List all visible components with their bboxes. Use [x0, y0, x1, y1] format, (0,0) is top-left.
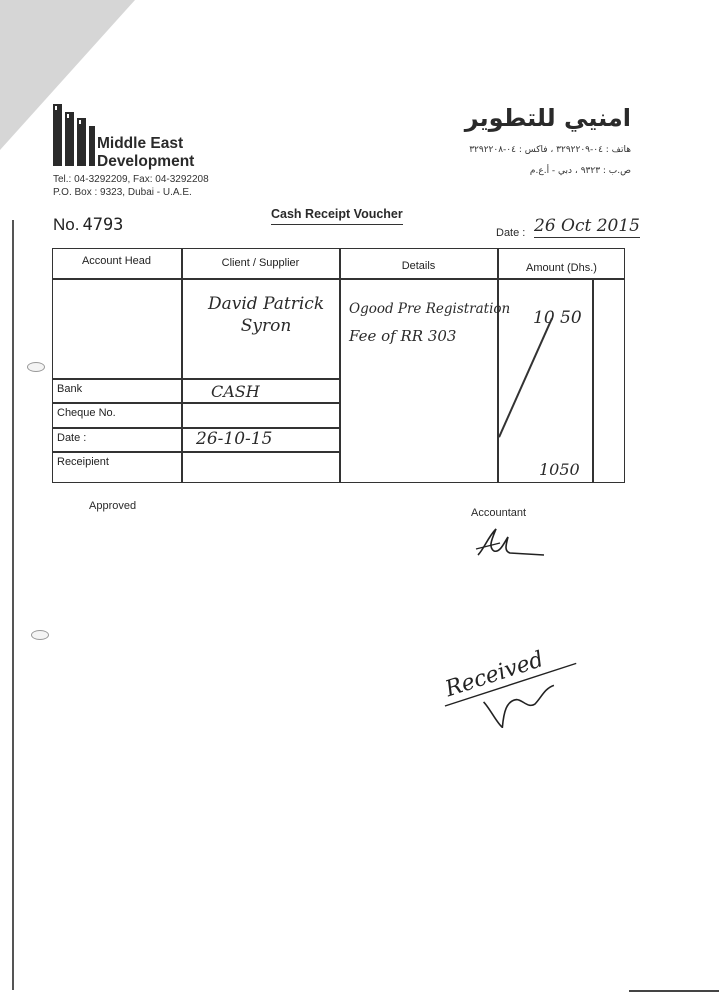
header-client-supplier: Client / Supplier	[221, 257, 300, 269]
date-label: Date :	[496, 227, 526, 239]
total-amount-handwritten: 1050	[539, 460, 580, 479]
header-account-head: Account Head	[81, 255, 152, 267]
company-po-box: P.O. Box : 9323, Dubai - U.A.E.	[53, 187, 192, 198]
received-stamp-handwritten	[436, 618, 586, 728]
approved-label: Approved	[89, 500, 137, 512]
date-row-value-handwritten: 26-10-15	[196, 429, 273, 449]
date-value-handwritten: 26 Oct 2015	[534, 216, 640, 236]
header-details: Details	[401, 260, 436, 272]
voucher-number-label: No.	[53, 215, 80, 234]
company-name	[97, 135, 194, 171]
company-name-line2: Development	[97, 153, 195, 170]
company-name-line1: Middle East	[97, 135, 184, 152]
punch-hole	[27, 362, 45, 372]
client-name-handwritten	[208, 293, 324, 337]
header-amount: Amount (Dhs.)	[526, 262, 597, 274]
accountant-label: Accountant	[471, 507, 527, 519]
company-logo-icon	[53, 104, 95, 166]
company-name-arabic: امنيي للتطوير	[464, 104, 631, 132]
voucher-number-value: 4793	[82, 215, 124, 235]
details-line1: Ogood Pre Registration	[349, 301, 511, 317]
details-handwritten	[349, 296, 510, 350]
table-divider	[497, 248, 499, 483]
table-rule	[52, 402, 339, 404]
table-rule	[52, 378, 339, 380]
client-name-line1: David Patrick	[208, 294, 325, 314]
company-pobox-arabic: ص.ب : ٩٣٢٣ ، دبي - أ.ع.م	[529, 166, 631, 176]
amount-handwritten: 10 50	[533, 308, 582, 328]
company-contact-arabic: هاتف : ٠٤-٣٢٩٢٢٠٩ ، فاكس : ٠٤-٣٢٩٢٢٠٨	[469, 145, 631, 155]
bank-value-handwritten: CASH	[211, 382, 260, 401]
table-divider	[181, 248, 183, 483]
punch-hole	[31, 630, 49, 640]
table-divider	[592, 278, 594, 483]
scan-edge-line	[12, 220, 14, 990]
table-rule	[52, 451, 339, 453]
row-label-cheque-no: Cheque No.	[57, 407, 116, 419]
client-name-line2: Syron	[240, 316, 292, 336]
row-label-bank: Bank	[57, 383, 83, 395]
company-tel-fax: Tel.: 04-3292209, Fax: 04-3292208	[53, 174, 209, 185]
voucher-title: Cash Receipt Voucher	[271, 207, 403, 225]
voucher-number	[53, 215, 123, 235]
company-contact	[53, 173, 209, 199]
scan-edge-line	[629, 990, 719, 992]
details-line2: Fee of RR 303	[349, 327, 457, 345]
received-stamp-text: Received	[442, 647, 547, 703]
accountant-signature	[474, 525, 546, 561]
row-label-recipient: Receipient	[57, 456, 109, 468]
table-divider	[339, 248, 341, 483]
row-label-date: Date :	[57, 432, 87, 444]
